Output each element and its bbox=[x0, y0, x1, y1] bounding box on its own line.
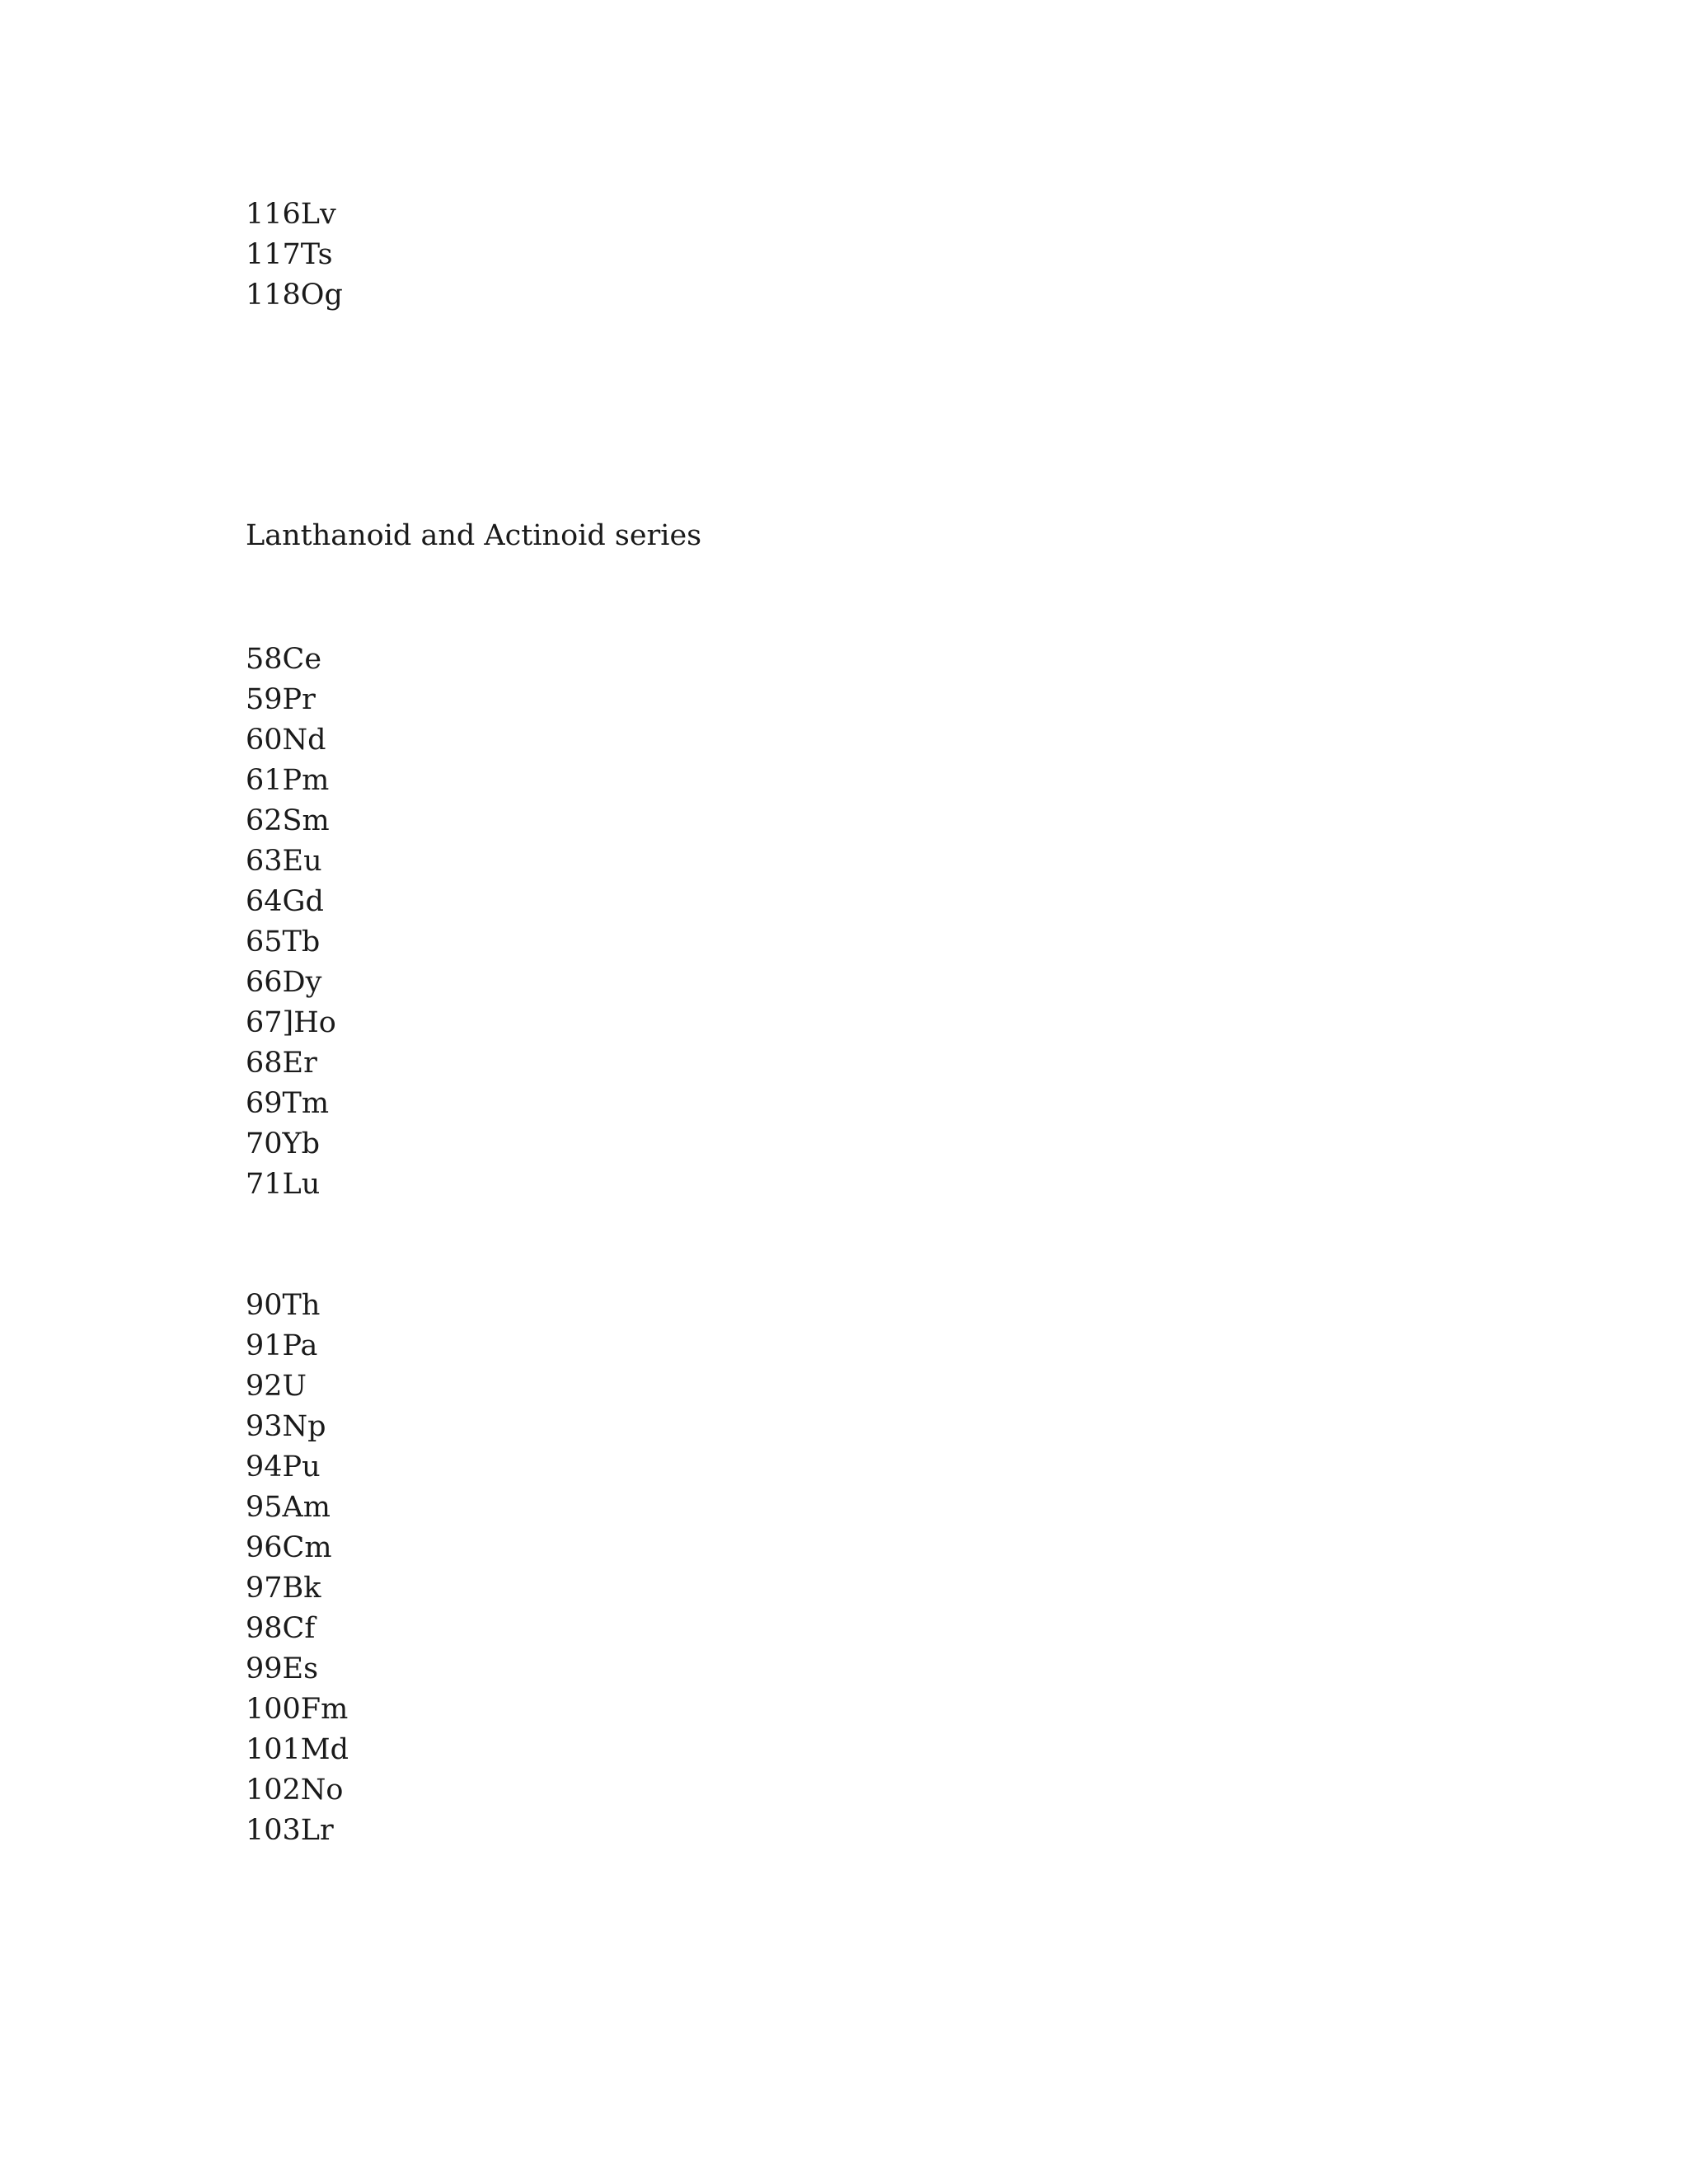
element-entry: 116Lv bbox=[246, 198, 336, 231]
actinoid-entry: 94Pu bbox=[246, 1451, 321, 1483]
actinoid-entry: 99Es bbox=[246, 1652, 319, 1685]
lanthanoid-entry: 62Sm bbox=[246, 804, 330, 837]
lanthanoid-entry: 64Gd bbox=[246, 885, 324, 918]
section-heading: Lanthanoid and Actinoid series bbox=[246, 519, 702, 552]
lanthanoid-entry: 58Ce bbox=[246, 643, 322, 676]
lanthanoid-entry: 59Pr bbox=[246, 683, 316, 716]
actinoid-entry: 98Cf bbox=[246, 1612, 316, 1645]
lanthanoid-entry: 66Dy bbox=[246, 966, 322, 999]
actinoid-entry: 101Md bbox=[246, 1733, 349, 1766]
actinoid-entry: 102No bbox=[246, 1774, 344, 1807]
lanthanoid-entry: 68Er bbox=[246, 1047, 317, 1080]
actinoid-entry: 92U bbox=[246, 1370, 307, 1403]
lanthanoid-entry: 65Tb bbox=[246, 926, 321, 958]
lanthanoid-entry: 61Pm bbox=[246, 764, 330, 797]
lanthanoid-entry: 67]Ho bbox=[246, 1006, 336, 1039]
actinoid-entry: 93Np bbox=[246, 1410, 326, 1443]
actinoid-entry: 96Cm bbox=[246, 1531, 332, 1564]
actinoid-entry: 91Pa bbox=[246, 1329, 318, 1362]
element-entry: 118Og bbox=[246, 279, 343, 312]
actinoid-entry: 90Th bbox=[246, 1289, 321, 1322]
lanthanoid-entry: 60Nd bbox=[246, 724, 326, 757]
lanthanoid-entry: 69Tm bbox=[246, 1087, 330, 1120]
lanthanoid-entry: 71Lu bbox=[246, 1168, 321, 1201]
lanthanoid-list bbox=[246, 640, 336, 1205]
top-elements-list bbox=[246, 194, 343, 316]
actinoid-entry: 100Fm bbox=[246, 1693, 349, 1726]
lanthanoid-entry: 63Eu bbox=[246, 845, 322, 878]
actinoid-list bbox=[246, 1286, 349, 1851]
section-heading-block bbox=[246, 516, 701, 556]
actinoid-entry: 95Am bbox=[246, 1491, 331, 1524]
actinoid-entry: 103Lr bbox=[246, 1814, 334, 1847]
lanthanoid-entry: 70Yb bbox=[246, 1127, 321, 1160]
element-entry: 117Ts bbox=[246, 238, 333, 271]
actinoid-entry: 97Bk bbox=[246, 1572, 321, 1605]
